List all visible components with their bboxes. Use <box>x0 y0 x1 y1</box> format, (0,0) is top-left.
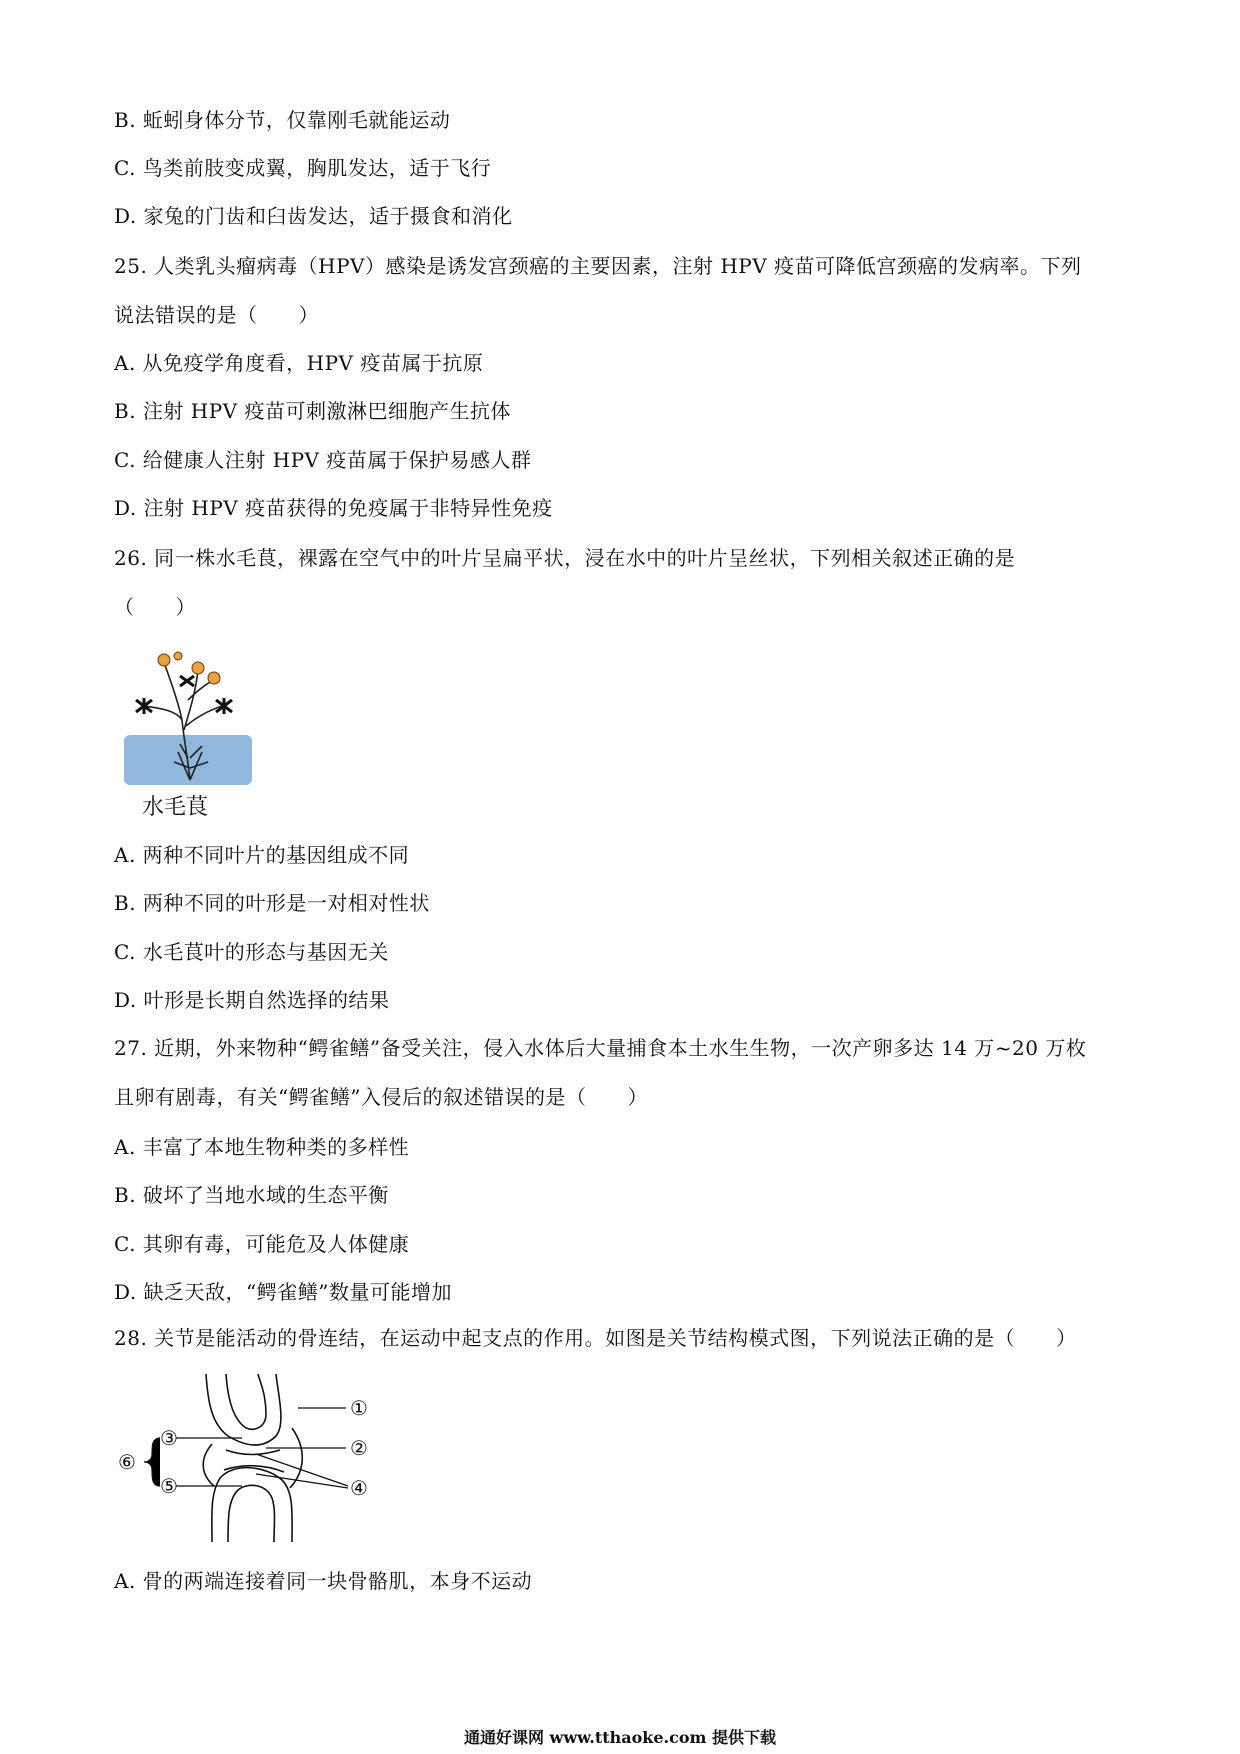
q25-option-d: D. 注射 HPV 疫苗获得的免疫属于非特异性免疫 <box>114 496 553 520</box>
water-buttercup-figure <box>118 640 258 820</box>
q27-option-b: B. 破坏了当地水域的生态平衡 <box>114 1183 389 1207</box>
q27-stem-line-1: 27. 近期，外来物种“鳄雀鳝”备受关注，侵入水体后大量捕食本土水生生物，一次产卵多达 14 万~20 万枚 <box>114 1036 1087 1060</box>
joint-label-2: ② <box>350 1436 368 1460</box>
q27-option-c: C. 其卵有毒，可能危及人体健康 <box>114 1232 410 1256</box>
q24-option-b: B. 蚯蚓身体分节，仅靠刚毛就能运动 <box>114 108 451 132</box>
q27-option-a: A. 丰富了本地生物种类的多样性 <box>114 1135 410 1159</box>
plant-caption: 水毛茛 <box>142 795 209 820</box>
water-buttercup-illustration <box>118 640 258 790</box>
joint-label-4: ④ <box>350 1476 368 1500</box>
joint-label-5: ⑤ <box>160 1474 178 1498</box>
q26-option-b: B. 两种不同的叶形是一对相对性状 <box>114 891 430 915</box>
q26-option-a: A. 两种不同叶片的基因组成不同 <box>114 843 410 867</box>
q27-option-d: D. 缺乏天敌，“鳄雀鳝”数量可能增加 <box>114 1280 452 1304</box>
joint-label-3: ③ <box>160 1426 178 1450</box>
q25-stem-line-1: 25. 人类乳头瘤病毒（HPV）感染是诱发宫颈癌的主要因素，注射 HPV 疫苗可降低宫颈癌的发病率。下列 <box>114 254 1082 278</box>
q24-option-d: D. 家兔的门齿和臼齿发达，适于摄食和消化 <box>114 204 513 228</box>
joint-label-6: ⑥ <box>118 1450 136 1474</box>
joint-diagram <box>116 1374 386 1544</box>
page-footer: 通通好课网 www.tthaoke.com 提供下载 <box>463 1728 777 1747</box>
joint-label-1: ① <box>350 1396 368 1420</box>
q26-option-d: D. 叶形是长期自然选择的结果 <box>114 988 390 1012</box>
q26-stem-line-1: 26. 同一株水毛茛，裸露在空气中的叶片呈扁平状，浸在水中的叶片呈丝状，下列相关叙述正确的是 <box>114 546 1016 570</box>
q26-stem-line-2: （ ） <box>114 595 196 619</box>
q25-option-b: B. 注射 HPV 疫苗可刺激淋巴细胞产生抗体 <box>114 399 511 423</box>
q25-option-c: C. 给健康人注射 HPV 疫苗属于保护易感人群 <box>114 448 532 472</box>
q26-option-c: C. 水毛茛叶的形态与基因无关 <box>114 940 389 964</box>
q27-stem-line-2: 且卵有剧毒，有关“鳄雀鳝”入侵后的叙述错误的是（ ） <box>114 1085 648 1109</box>
q25-option-a: A. 从免疫学角度看，HPV 疫苗属于抗原 <box>114 351 484 375</box>
joint-structure-figure <box>116 1374 386 1544</box>
q28-stem: 28. 关节是能活动的骨连结，在运动中起支点的作用。如图是关节结构模式图，下列说法正确的是（ ） <box>114 1326 1077 1350</box>
q28-option-a: A. 骨的两端连接着同一块骨骼肌，本身不运动 <box>114 1569 533 1593</box>
q24-option-c: C. 鸟类前肢变成翼，胸肌发达，适于飞行 <box>114 156 492 180</box>
q25-stem-line-2: 说法错误的是（ ） <box>114 303 319 327</box>
